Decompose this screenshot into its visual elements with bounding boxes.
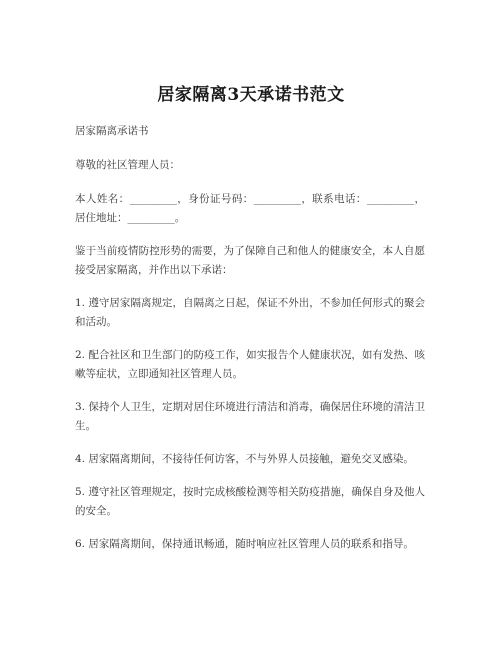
commitment-item-5: 5. 遵守社区管理规定，按时完成核酸检测等相关防疫措施，确保自身及他人的安全。 xyxy=(75,486,425,517)
commitment-item-2: 2. 配合社区和卫生部门的防疫工作，如实报告个人健康状况，如有发热、咳嗽等症状，立即通知社区管理人员。 xyxy=(75,349,425,380)
document-title: 居家隔离3天承诺书范文 xyxy=(157,85,345,105)
commitment-item-1: 1. 遵守居家隔离规定，自隔离之日起，保证不外出，不参加任何形式的聚会和活动。 xyxy=(75,297,425,328)
letter-heading: 居家隔离承诺书 xyxy=(75,125,149,137)
intro-paragraph: 鉴于当前疫情防控形势的需要，为了保障自己和他人的健康安全，本人自愿接受居家隔离，并作出以下承诺： xyxy=(75,245,425,276)
document-body xyxy=(75,122,425,568)
salutation: 尊敬的社区管理人员： xyxy=(75,159,180,171)
commitment-item-6: 6. 居家隔离期间，保持通讯畅通，随时响应社区管理人员的联系和指导。 xyxy=(75,538,414,550)
commitment-item-3: 3. 保持个人卫生，定期对居住环境进行清洁和消毒，确保居住环境的清洁卫生。 xyxy=(75,401,425,432)
commitment-item-4: 4. 居家隔离期间，不接待任何访客，不与外界人员接触，避免交叉感染。 xyxy=(75,453,414,465)
personal-info-paragraph: 本人姓名：_________，身份证号码：_________，联系电话：_________，居住地址：_________。 xyxy=(75,193,425,224)
